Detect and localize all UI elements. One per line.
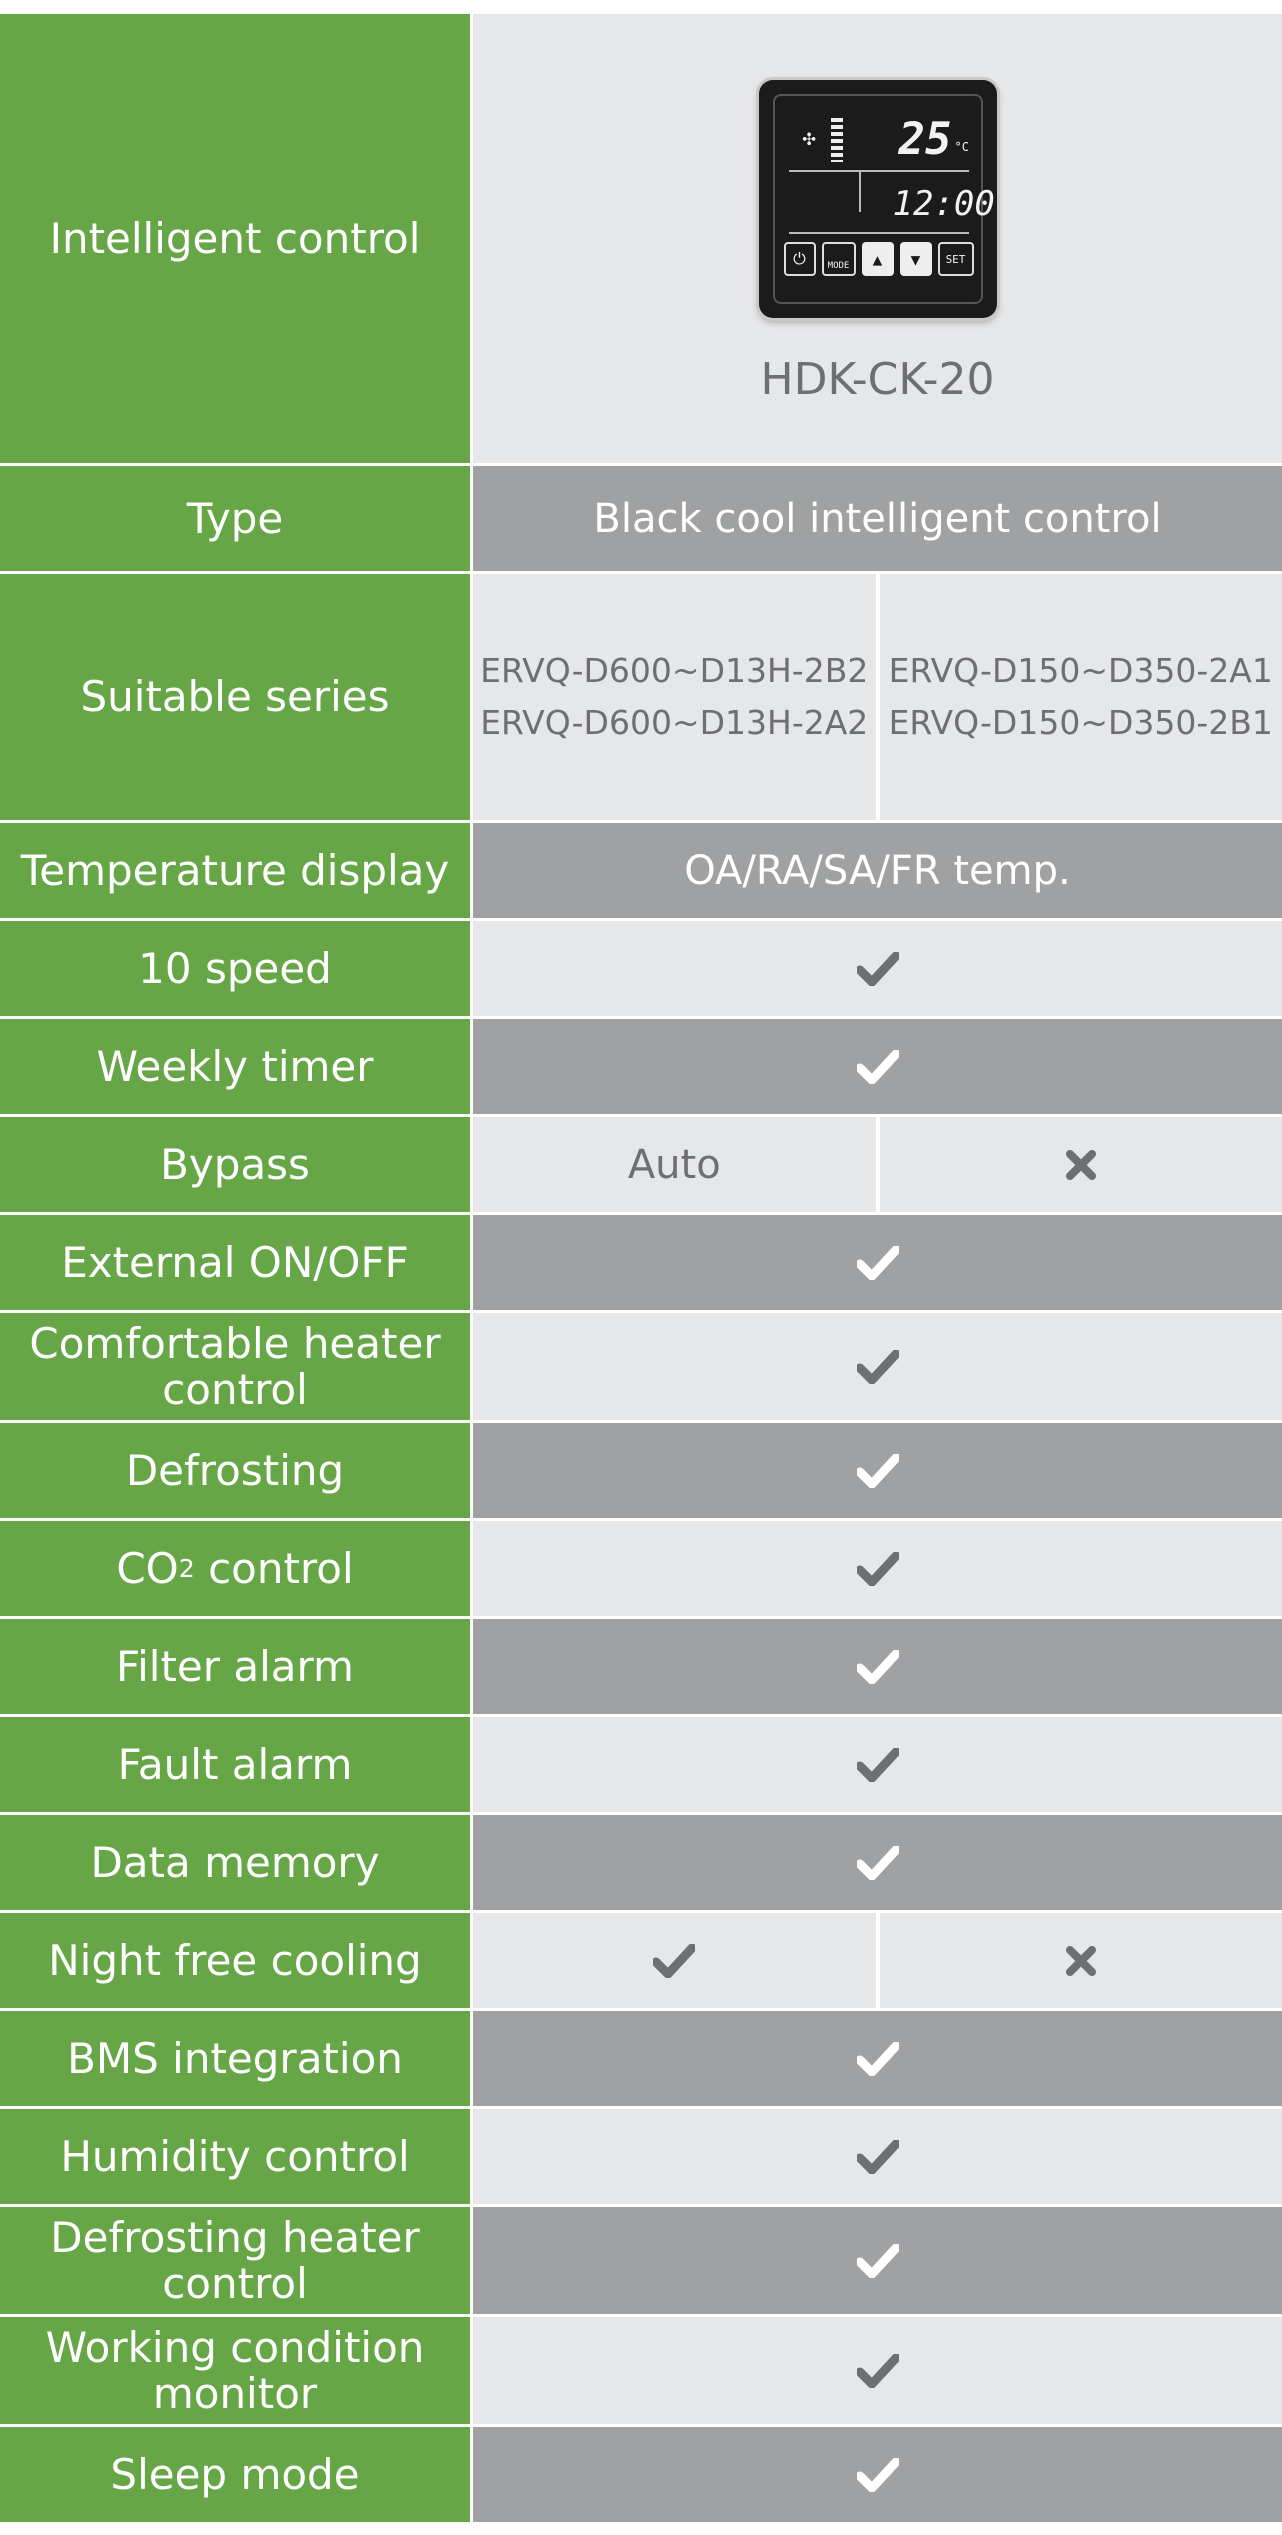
cross-icon	[880, 1117, 1282, 1212]
set-button: SET	[938, 242, 974, 276]
row-external	[0, 1215, 1282, 1313]
series-left	[473, 574, 876, 820]
row-value	[473, 14, 1282, 463]
row-working-monitor	[0, 2317, 1282, 2427]
check-icon	[473, 1717, 1282, 1812]
check-icon	[473, 1313, 1282, 1420]
check-icon	[473, 1619, 1282, 1714]
fan-icon: ✣	[802, 126, 816, 151]
row-speed	[0, 921, 1282, 1019]
row-label: Data memory	[0, 1815, 470, 1910]
row-fault-alarm	[0, 1717, 1282, 1815]
row-co2	[0, 1521, 1282, 1619]
check-icon	[473, 1423, 1282, 1518]
up-button-icon: ▲	[862, 242, 894, 276]
check-icon	[473, 1215, 1282, 1310]
row-label: Defrosting heater control	[0, 2207, 470, 2314]
model-name: HDK-CK-20	[760, 354, 995, 405]
row-night-cooling	[0, 1913, 1282, 2011]
screen-temp-unit: °C	[954, 140, 969, 154]
spec-table	[0, 14, 1282, 2525]
row-type	[0, 466, 1282, 574]
row-temperature-display	[0, 823, 1282, 921]
check-icon	[473, 2207, 1282, 2314]
speed-bars-icon	[831, 118, 843, 162]
row-label: Intelligent control	[0, 14, 470, 463]
row-humidity	[0, 2109, 1282, 2207]
row-label: Fault alarm	[0, 1717, 470, 1812]
row-label: Defrosting	[0, 1423, 470, 1518]
series-item: ERVQ-D600~D13H-2A2	[480, 703, 869, 742]
row-label: Sleep mode	[0, 2427, 470, 2522]
row-suitable-series	[0, 574, 1282, 823]
row-label: Night free cooling	[0, 1913, 470, 2008]
row-label: BMS integration	[0, 2011, 470, 2106]
row-intelligent-control	[0, 14, 1282, 466]
check-icon	[473, 1913, 876, 2008]
row-sleep	[0, 2427, 1282, 2525]
series-item: ERVQ-D150~D350-2B1	[888, 703, 1273, 742]
row-label: Filter alarm	[0, 1619, 470, 1714]
row-data-memory	[0, 1815, 1282, 1913]
check-icon	[473, 2427, 1282, 2522]
controller-device-image	[759, 80, 997, 318]
check-icon	[473, 2109, 1282, 2204]
row-comfort-heater	[0, 1313, 1282, 1423]
row-bms	[0, 2011, 1282, 2109]
row-defrost-heater	[0, 2207, 1282, 2317]
check-icon	[473, 1019, 1282, 1114]
row-label: Bypass	[0, 1117, 470, 1212]
check-icon	[473, 1815, 1282, 1910]
temperature-display-value: OA/RA/SA/FR temp.	[684, 847, 1071, 894]
type-value: Black cool intelligent control	[593, 495, 1162, 542]
series-right	[880, 574, 1282, 820]
row-bypass	[0, 1117, 1282, 1215]
mode-button: MODE	[822, 242, 856, 276]
screen-time: 12:00	[892, 184, 995, 224]
row-label: Type	[0, 466, 470, 571]
row-label: 10 speed	[0, 921, 470, 1016]
row-filter-alarm	[0, 1619, 1282, 1717]
bypass-value: Auto	[627, 1141, 721, 1188]
row-label: Working condition monitor	[0, 2317, 470, 2424]
row-label: Comfortable heater control	[0, 1313, 470, 1420]
check-icon	[473, 921, 1282, 1016]
row-weekly-timer	[0, 1019, 1282, 1117]
down-button-icon: ▼	[900, 242, 932, 276]
row-label: CO 2 control	[0, 1521, 470, 1616]
check-icon	[473, 2317, 1282, 2424]
screen-temperature: 25	[898, 114, 952, 165]
row-label: Suitable series	[0, 574, 470, 820]
row-label: Humidity control	[0, 2109, 470, 2204]
row-label: Temperature display	[0, 823, 470, 918]
cross-icon	[880, 1913, 1282, 2008]
row-label: Weekly timer	[0, 1019, 470, 1114]
check-icon	[473, 1521, 1282, 1616]
series-item: ERVQ-D150~D350-2A1	[888, 651, 1273, 690]
row-defrosting	[0, 1423, 1282, 1521]
check-icon	[473, 2011, 1282, 2106]
row-label: External ON/OFF	[0, 1215, 470, 1310]
series-item: ERVQ-D600~D13H-2B2	[480, 651, 869, 690]
power-button-icon: ⏻	[784, 242, 816, 276]
